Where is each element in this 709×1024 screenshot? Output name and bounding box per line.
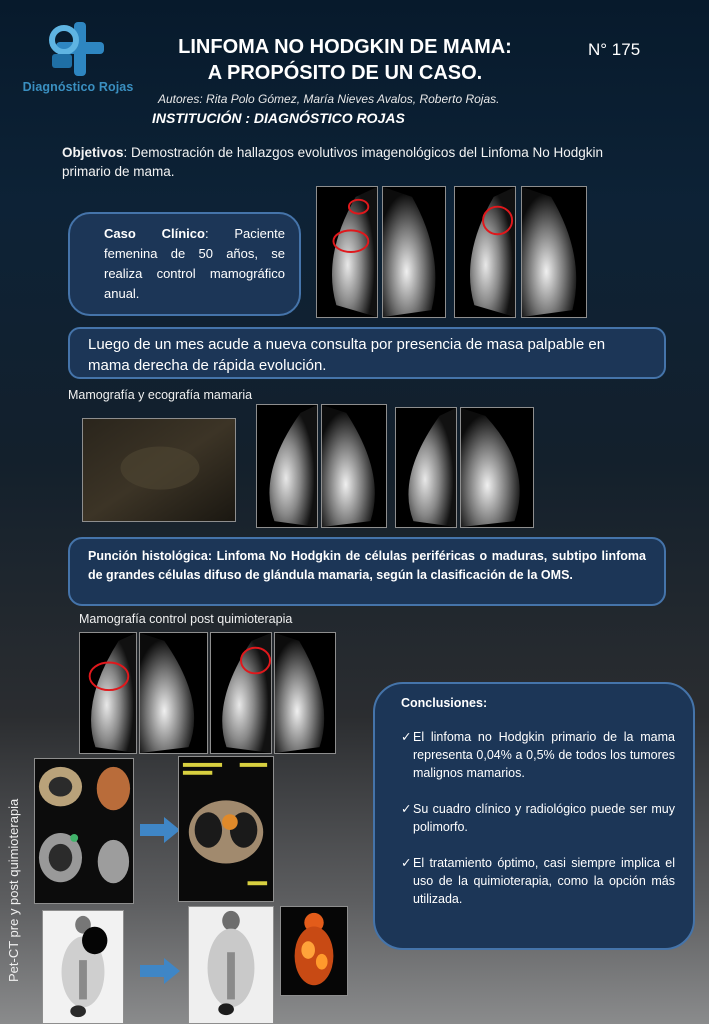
mammogram-image xyxy=(139,632,208,754)
poster-number: N° 175 xyxy=(588,40,641,59)
pet-mip-pre-image xyxy=(42,910,124,1024)
title-line-2: A PROPÓSITO DE UN CASO. xyxy=(207,62,483,84)
mammogram-image xyxy=(521,186,587,318)
case-text: : Paciente femenina de 50 años, se realiza control mamográfico anual. xyxy=(104,226,285,301)
arrow-right-icon xyxy=(140,817,180,843)
pet-3d-render-image xyxy=(280,906,348,996)
mammogram-image xyxy=(274,632,336,754)
mammogram-image xyxy=(316,186,378,318)
mammogram-image xyxy=(210,632,272,754)
petct-axial-post-image xyxy=(178,756,274,902)
logo-text: Diagnóstico Rojas xyxy=(22,80,134,94)
conclusions-box xyxy=(373,682,695,950)
ultrasound-image xyxy=(82,418,236,522)
title-line-1: LINFOMA NO HODGKIN DE MAMA: xyxy=(178,36,512,58)
mammogram-image xyxy=(382,186,446,318)
petct-axial-pre-image xyxy=(34,758,134,904)
objectives-label: Objetivos xyxy=(62,145,124,160)
objectives xyxy=(62,143,622,181)
conclusion-text: El tratamiento óptimo, casi siempre implica el uso de la quimioterapia, como la opción más utilizada. xyxy=(413,856,675,906)
arrow-right-icon xyxy=(140,958,180,984)
case-label: Caso Clínico xyxy=(104,226,205,241)
section-label-mammo-echo: Mamografía y ecografía mamaria xyxy=(68,388,253,402)
mammogram-image xyxy=(321,404,387,528)
check-icon: ✓ xyxy=(401,802,412,816)
mammogram-image xyxy=(395,407,457,528)
section-label-petct: Pet-CT pre y post quimioterapia xyxy=(6,798,21,982)
case-box xyxy=(68,212,301,316)
mammogram-image xyxy=(454,186,516,318)
conclusion-text: El linfoma no Hodgkin primario de la mama representa 0,04% a 0,5% de todos los tumores malignos mamarios. xyxy=(413,730,675,780)
conclusion-item xyxy=(401,728,675,782)
section-label-post-chemo: Mamografía control post quimioterapia xyxy=(79,612,293,626)
check-icon: ✓ xyxy=(401,730,412,744)
logo xyxy=(14,18,142,100)
mammogram-image xyxy=(256,404,318,528)
mammogram-image xyxy=(79,632,137,754)
cross-logo-icon xyxy=(14,18,142,80)
conclusion-text: Su cuadro clínico y radiológico puede ser muy polimorfo. xyxy=(413,802,675,834)
conclusion-item xyxy=(401,800,675,836)
conclusions-title: Conclusiones: xyxy=(401,696,488,710)
conclusion-item xyxy=(401,854,675,908)
objectives-text: : Demostración de hallazgos evolutivos imagenológicos del Linfoma No Hodgkin primario de mama. xyxy=(62,145,604,179)
mammogram-image xyxy=(460,407,534,528)
institution: INSTITUCIÓN : DIAGNÓSTICO ROJAS xyxy=(152,110,405,126)
check-icon: ✓ xyxy=(401,856,412,870)
authors: Autores: Rita Polo Gómez, María Nieves Avalos, Roberto Rojas. xyxy=(158,92,500,106)
puncture-box: Punción histológica: Linfoma No Hodgkin de células periféricas o maduras, subtipo linfoma de grandes células difuso de glándula mamaria, según la clasificación de la OMS. xyxy=(68,537,666,606)
poster-title xyxy=(130,34,560,86)
pet-mip-post-image xyxy=(188,906,274,1024)
followup-box: Luego de un mes acude a nueva consulta por presencia de masa palpable en mama derecha de rápida evolución. xyxy=(68,327,666,379)
